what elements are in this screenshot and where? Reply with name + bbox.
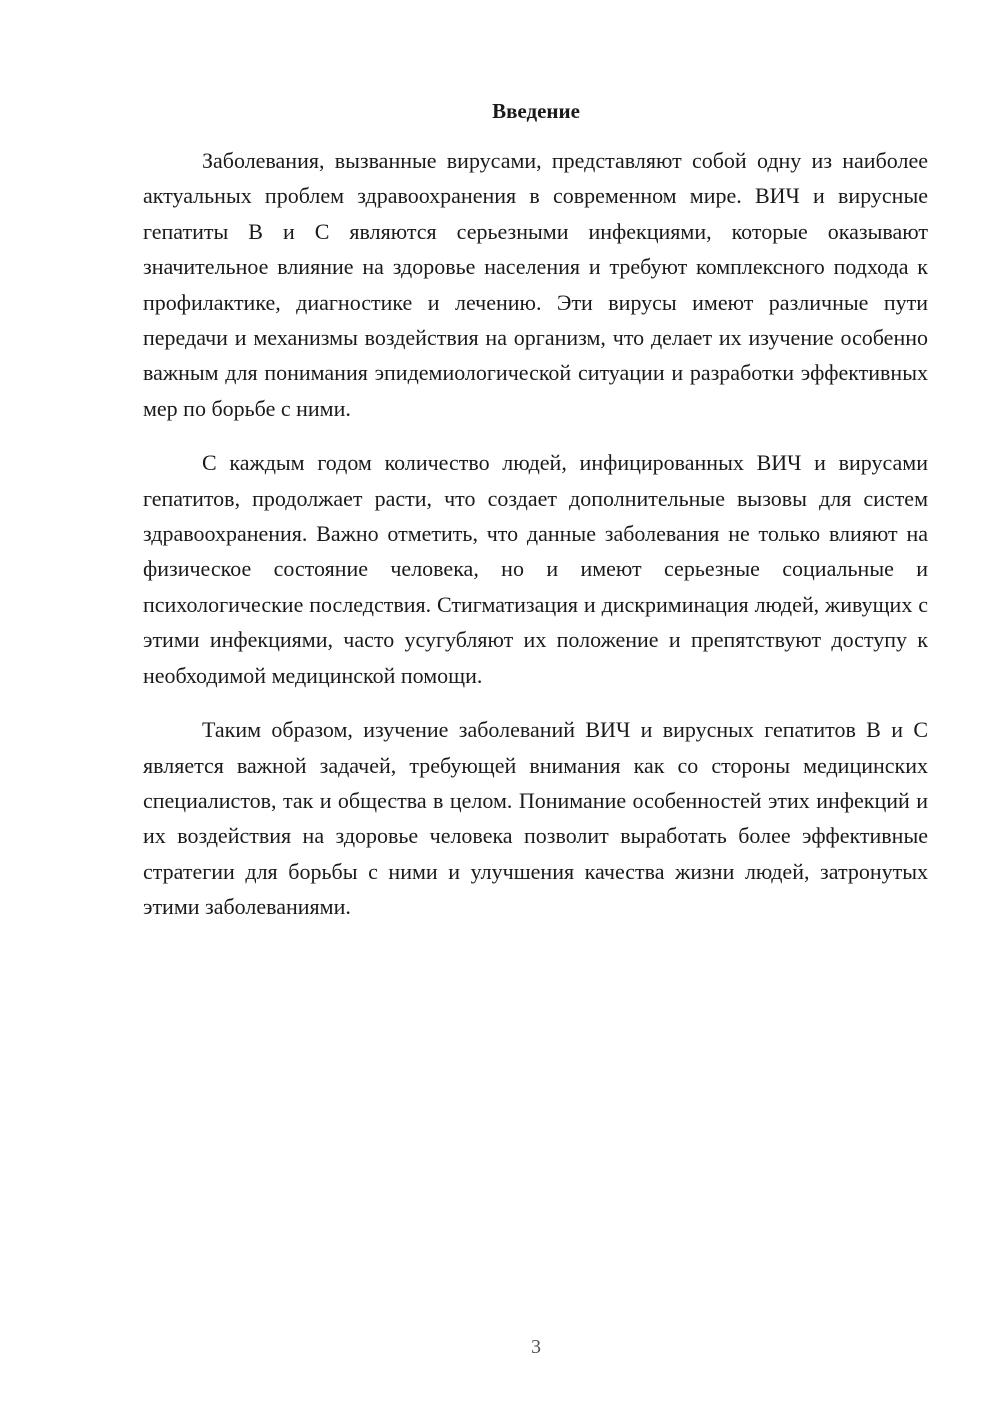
paragraph-3: Таким образом, изучение заболеваний ВИЧ и вирусных гепатитов B и C является важной задачей, требующей внимания как со стороны медицинских специалистов, так и общества в целом. Понимание особенностей этих инфекций и их воздействия на здоровье человека позволит выработать более эффективные стратегии для борьбы с ними и улучшения качества жизни людей, затронутых этими заболеваниями. bbox=[143, 717, 928, 920]
paragraph-1: Заболевания, вызванные вирусами, представляют собой одну из наиболее актуальных проблем здравоохранения в современном мире. ВИЧ и вирусные гепатиты B и C являются серьезными инфекциями, которые оказывают значительное влияние на здоровье населения и требуют комплексного подхода к профилактике, диагностике и лечению. Эти вирусы имеют различные пути передачи и механизмы воздействия на организм, что делает их изучение особенно важным для понимания эпидемиологической ситуации и разработки эффективных мер по борьбе с ними. bbox=[143, 148, 928, 421]
page-number: 3 bbox=[531, 1336, 541, 1358]
document-body bbox=[143, 143, 928, 944]
paragraph-2: С каждым годом количество людей, инфицированных ВИЧ и вирусами гепатитов, продолжает расти, что создает дополнительные вызовы для систем здравоохранения. Важно отметить, что данные заболевания не только влияют на физическое состояние человека, но и имеют серьезные социальные и психологические последствия. Стигматизация и дискриминация людей, живущих с этими инфекциями, часто усугубляют их положение и препятствуют доступу к необходимой медицинской помощи. bbox=[143, 450, 928, 688]
page-title: Введение bbox=[492, 99, 580, 123]
